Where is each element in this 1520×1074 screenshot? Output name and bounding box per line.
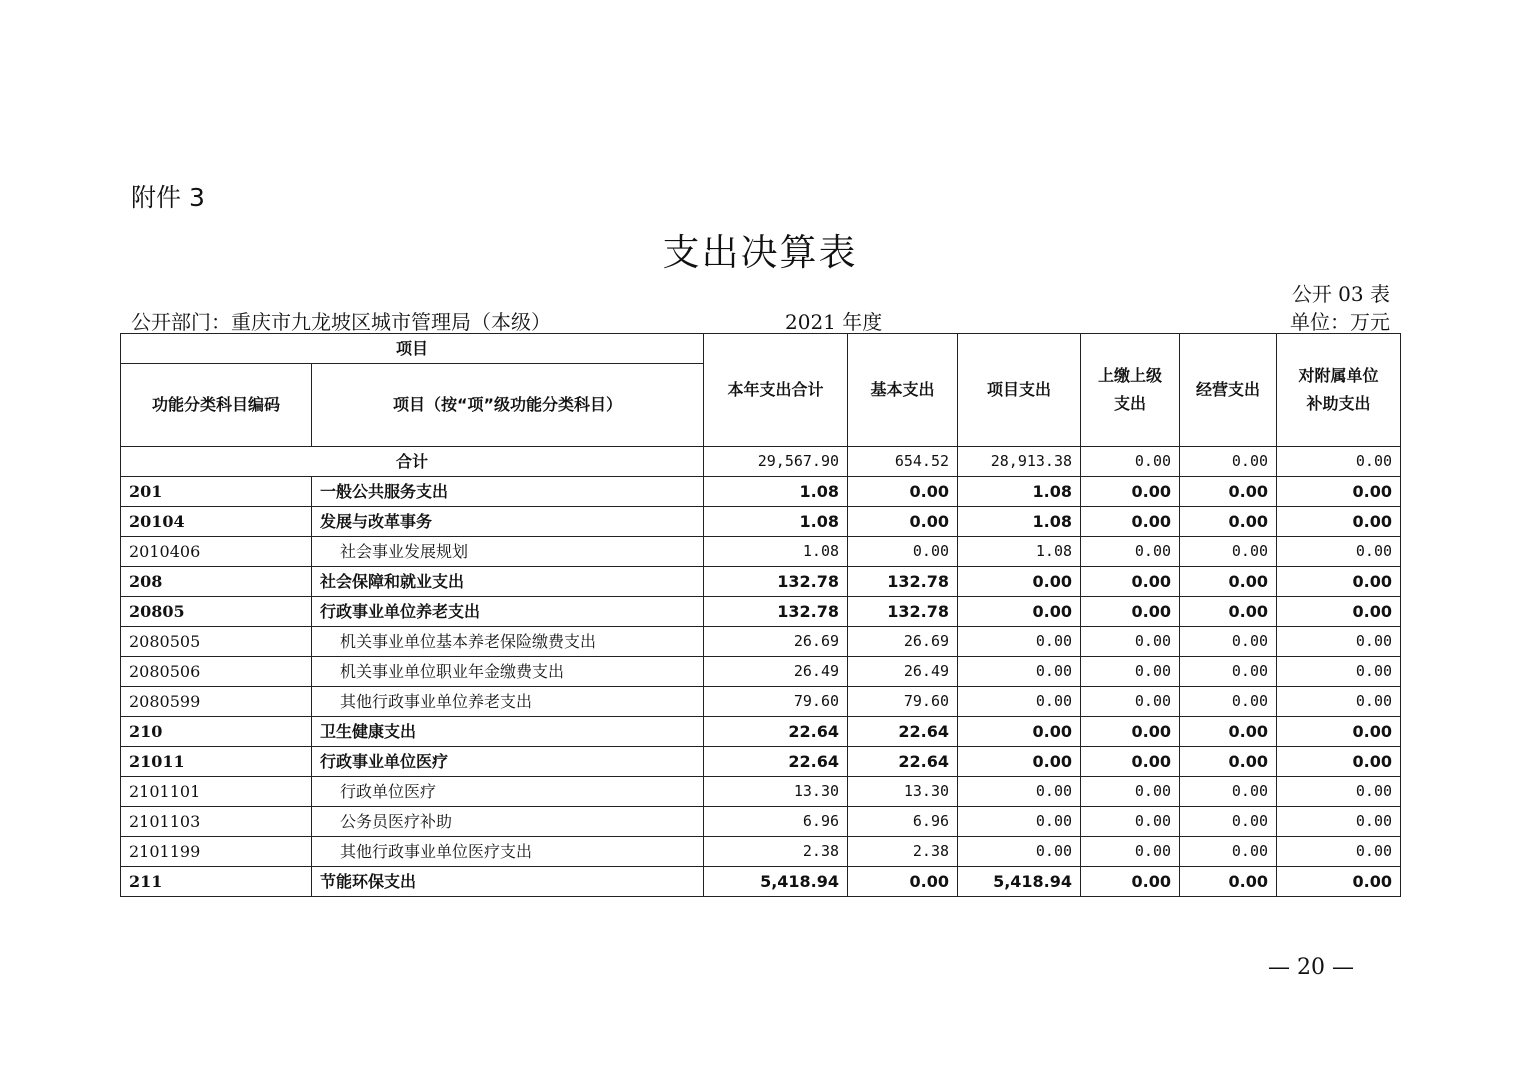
total-cell: 0.00 bbox=[1180, 447, 1277, 477]
row-value: 1.08 bbox=[958, 477, 1081, 507]
row-name: 公务员医疗补助 bbox=[312, 807, 704, 837]
row-value: 0.00 bbox=[848, 867, 958, 897]
row-value: 0.00 bbox=[1081, 657, 1180, 687]
row-value: 0.00 bbox=[1180, 627, 1277, 657]
row-value: 0.00 bbox=[1081, 627, 1180, 657]
row-value: 22.64 bbox=[704, 747, 848, 777]
header-subsidy-line1: 对附属单位 bbox=[1298, 366, 1379, 385]
total-cell: 28,913.38 bbox=[958, 447, 1081, 477]
row-value: 0.00 bbox=[1277, 507, 1401, 537]
row-code: 2080599 bbox=[121, 687, 312, 717]
row-value: 0.00 bbox=[1180, 597, 1277, 627]
row-value: 0.00 bbox=[1277, 807, 1401, 837]
row-value: 1.08 bbox=[704, 537, 848, 567]
row-value: 22.64 bbox=[704, 717, 848, 747]
row-value: 0.00 bbox=[1277, 537, 1401, 567]
table-row bbox=[121, 867, 1401, 897]
row-name: 一般公共服务支出 bbox=[312, 477, 704, 507]
row-value: 5,418.94 bbox=[704, 867, 848, 897]
row-code: 208 bbox=[121, 567, 312, 597]
row-value: 0.00 bbox=[1081, 507, 1180, 537]
row-value: 0.00 bbox=[1277, 597, 1401, 627]
row-value: 1.08 bbox=[958, 537, 1081, 567]
total-cell: 0.00 bbox=[1081, 447, 1180, 477]
row-value: 132.78 bbox=[704, 597, 848, 627]
row-value: 0.00 bbox=[1180, 537, 1277, 567]
row-value: 26.49 bbox=[848, 657, 958, 687]
row-value: 0.00 bbox=[1180, 687, 1277, 717]
table-row bbox=[121, 807, 1401, 837]
row-name: 行政事业单位养老支出 bbox=[312, 597, 704, 627]
header-upper-line2: 支出 bbox=[1114, 394, 1147, 413]
table-row bbox=[121, 837, 1401, 867]
row-value: 0.00 bbox=[958, 597, 1081, 627]
table-row bbox=[121, 747, 1401, 777]
table-row bbox=[121, 477, 1401, 507]
department-label: 公开部门：重庆市九龙坡区城市管理局（本级） bbox=[131, 310, 551, 334]
total-cell: 29,567.90 bbox=[704, 447, 848, 477]
row-value: 0.00 bbox=[1277, 747, 1401, 777]
header-basic: 基本支出 bbox=[848, 334, 958, 447]
attachment-label: 附件 3 bbox=[131, 183, 205, 212]
table-row bbox=[121, 657, 1401, 687]
row-value: 0.00 bbox=[1180, 807, 1277, 837]
row-value: 0.00 bbox=[958, 747, 1081, 777]
row-name: 行政单位医疗 bbox=[312, 777, 704, 807]
row-value: 0.00 bbox=[1277, 837, 1401, 867]
page-title: 支出决算表 bbox=[662, 231, 858, 274]
row-value: 0.00 bbox=[958, 777, 1081, 807]
row-value: 0.00 bbox=[1180, 477, 1277, 507]
row-value: 0.00 bbox=[1277, 567, 1401, 597]
row-value: 0.00 bbox=[1180, 717, 1277, 747]
row-value: 79.60 bbox=[704, 687, 848, 717]
row-value: 2.38 bbox=[704, 837, 848, 867]
table-row bbox=[121, 777, 1401, 807]
row-value: 0.00 bbox=[1277, 627, 1401, 657]
row-value: 6.96 bbox=[704, 807, 848, 837]
table-row bbox=[121, 687, 1401, 717]
row-value: 0.00 bbox=[958, 687, 1081, 717]
total-row bbox=[121, 447, 1401, 477]
row-value: 0.00 bbox=[958, 807, 1081, 837]
row-value: 0.00 bbox=[1180, 567, 1277, 597]
row-code: 2101101 bbox=[121, 777, 312, 807]
row-name: 行政事业单位医疗 bbox=[312, 747, 704, 777]
row-value: 0.00 bbox=[1180, 507, 1277, 537]
row-value: 0.00 bbox=[1180, 837, 1277, 867]
row-value: 0.00 bbox=[1081, 567, 1180, 597]
row-name: 社会事业发展规划 bbox=[312, 537, 704, 567]
row-value: 0.00 bbox=[1277, 477, 1401, 507]
row-code: 2080506 bbox=[121, 657, 312, 687]
row-value: 26.69 bbox=[704, 627, 848, 657]
row-code: 20805 bbox=[121, 597, 312, 627]
row-value: 0.00 bbox=[848, 537, 958, 567]
row-name: 节能环保支出 bbox=[312, 867, 704, 897]
row-code: 211 bbox=[121, 867, 312, 897]
row-value: 132.78 bbox=[848, 597, 958, 627]
row-value: 1.08 bbox=[704, 507, 848, 537]
row-value: 13.30 bbox=[704, 777, 848, 807]
table-row bbox=[121, 627, 1401, 657]
row-value: 0.00 bbox=[1277, 777, 1401, 807]
row-value: 22.64 bbox=[848, 717, 958, 747]
row-name: 其他行政事业单位医疗支出 bbox=[312, 837, 704, 867]
row-value: 0.00 bbox=[1081, 867, 1180, 897]
header-name: 项目（按“项”级功能分类科目） bbox=[312, 364, 704, 447]
row-value: 2.38 bbox=[848, 837, 958, 867]
row-code: 201 bbox=[121, 477, 312, 507]
header-subsidy-line2: 补助支出 bbox=[1306, 394, 1371, 413]
header-total: 本年支出合计 bbox=[704, 334, 848, 447]
row-value: 26.49 bbox=[704, 657, 848, 687]
row-value: 0.00 bbox=[1081, 687, 1180, 717]
row-value: 0.00 bbox=[1081, 717, 1180, 747]
row-value: 0.00 bbox=[958, 837, 1081, 867]
total-cell: 0.00 bbox=[1277, 447, 1401, 477]
row-value: 0.00 bbox=[1277, 867, 1401, 897]
row-value: 0.00 bbox=[1180, 867, 1277, 897]
row-value: 0.00 bbox=[1081, 807, 1180, 837]
row-name: 其他行政事业单位养老支出 bbox=[312, 687, 704, 717]
row-code: 210 bbox=[121, 717, 312, 747]
fiscal-year: 2021 年度 bbox=[785, 310, 883, 334]
row-value: 0.00 bbox=[958, 717, 1081, 747]
table-row bbox=[121, 567, 1401, 597]
row-value: 0.00 bbox=[1081, 837, 1180, 867]
row-code: 20104 bbox=[121, 507, 312, 537]
row-value: 6.96 bbox=[848, 807, 958, 837]
row-value: 0.00 bbox=[1081, 537, 1180, 567]
table-row bbox=[121, 537, 1401, 567]
row-code: 2010406 bbox=[121, 537, 312, 567]
row-value: 1.08 bbox=[704, 477, 848, 507]
row-value: 0.00 bbox=[1180, 657, 1277, 687]
row-value: 79.60 bbox=[848, 687, 958, 717]
row-code: 2080505 bbox=[121, 627, 312, 657]
row-code: 2101103 bbox=[121, 807, 312, 837]
table-row bbox=[121, 597, 1401, 627]
row-name: 社会保障和就业支出 bbox=[312, 567, 704, 597]
row-code: 2101199 bbox=[121, 837, 312, 867]
row-value: 0.00 bbox=[1277, 657, 1401, 687]
row-value: 0.00 bbox=[1180, 777, 1277, 807]
row-value: 13.30 bbox=[848, 777, 958, 807]
row-value: 0.00 bbox=[958, 657, 1081, 687]
form-number: 公开 03 表 bbox=[1291, 282, 1390, 306]
row-name: 发展与改革事务 bbox=[312, 507, 704, 537]
page-number: — 20 — bbox=[1268, 955, 1354, 980]
row-value: 22.64 bbox=[848, 747, 958, 777]
row-value: 0.00 bbox=[1277, 717, 1401, 747]
expenditure-table bbox=[120, 333, 1401, 897]
row-name: 卫生健康支出 bbox=[312, 717, 704, 747]
total-label: 合计 bbox=[121, 447, 704, 477]
header-upper bbox=[1081, 334, 1180, 447]
row-value: 132.78 bbox=[848, 567, 958, 597]
row-value: 0.00 bbox=[958, 627, 1081, 657]
row-value: 0.00 bbox=[848, 507, 958, 537]
row-value: 0.00 bbox=[1081, 597, 1180, 627]
row-value: 0.00 bbox=[1081, 477, 1180, 507]
header-upper-line1: 上缴上级 bbox=[1098, 366, 1163, 385]
row-value: 26.69 bbox=[848, 627, 958, 657]
row-name: 机关事业单位基本养老保险缴费支出 bbox=[312, 627, 704, 657]
unit-label: 单位：万元 bbox=[1290, 310, 1390, 334]
row-value: 0.00 bbox=[1180, 747, 1277, 777]
header-project: 项目支出 bbox=[958, 334, 1081, 447]
row-value: 0.00 bbox=[1277, 687, 1401, 717]
row-value: 0.00 bbox=[958, 567, 1081, 597]
row-value: 1.08 bbox=[958, 507, 1081, 537]
row-value: 0.00 bbox=[1081, 747, 1180, 777]
header-business: 经营支出 bbox=[1180, 334, 1277, 447]
row-name: 机关事业单位职业年金缴费支出 bbox=[312, 657, 704, 687]
row-value: 0.00 bbox=[848, 477, 958, 507]
row-value: 0.00 bbox=[1081, 777, 1180, 807]
row-value: 5,418.94 bbox=[958, 867, 1081, 897]
header-code: 功能分类科目编码 bbox=[121, 364, 312, 447]
header-project-group: 项目 bbox=[121, 334, 704, 364]
total-cell: 654.52 bbox=[848, 447, 958, 477]
row-code: 21011 bbox=[121, 747, 312, 777]
table-row bbox=[121, 507, 1401, 537]
row-value: 132.78 bbox=[704, 567, 848, 597]
table-row bbox=[121, 717, 1401, 747]
header-subsidy bbox=[1277, 334, 1401, 447]
